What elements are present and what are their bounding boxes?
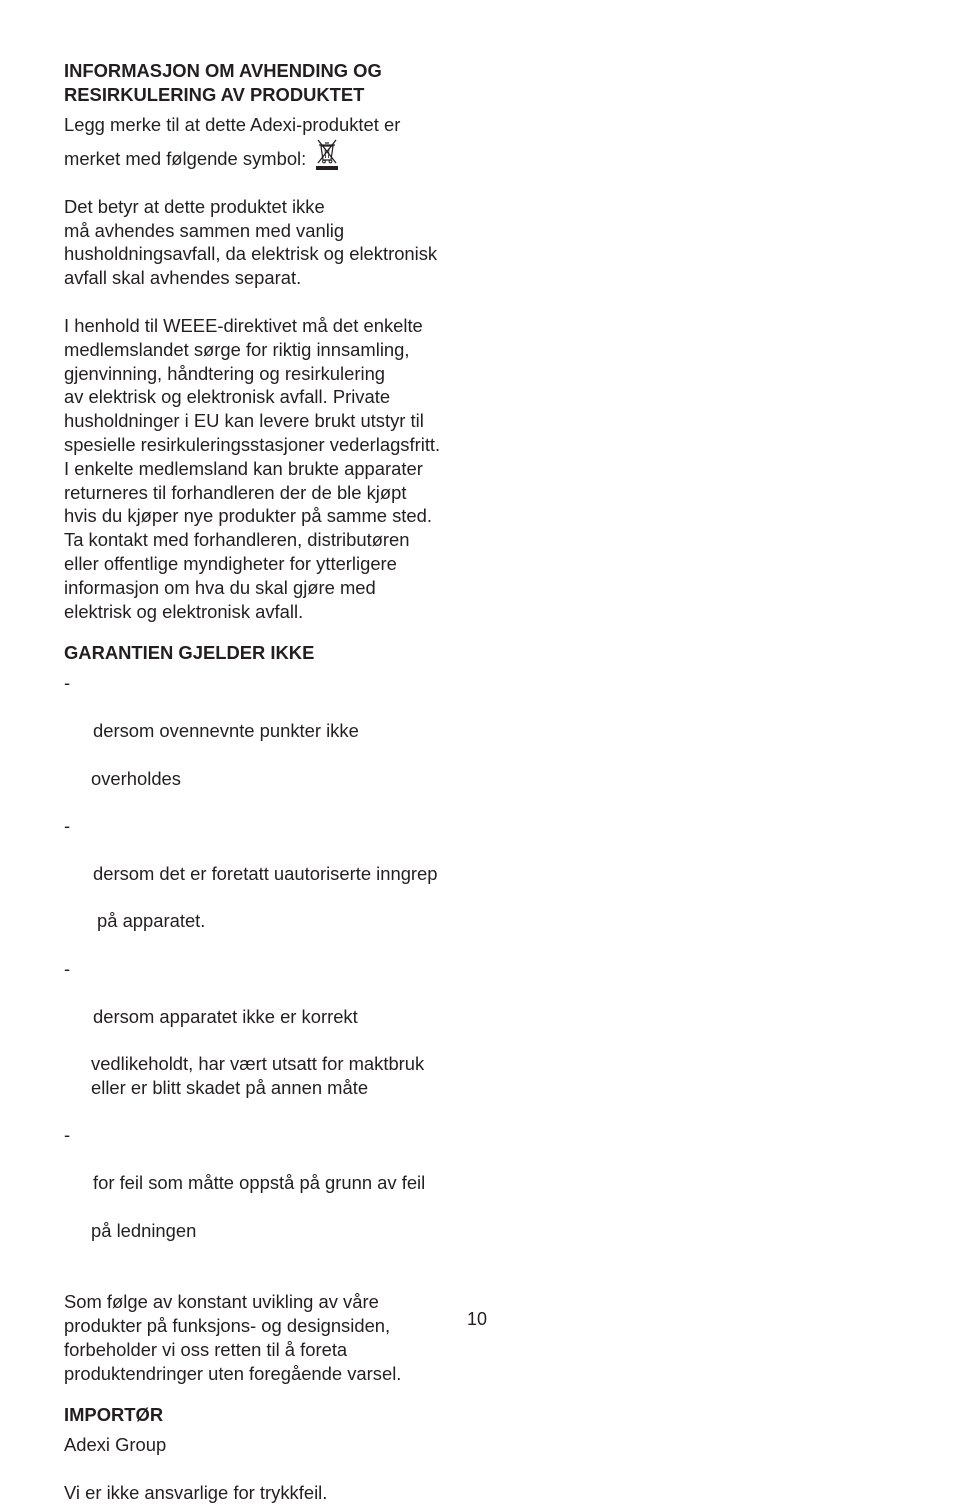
printing-errors-disclaimer: Vi er ikke ansvarlige for trykkfeil. bbox=[64, 1482, 328, 1504]
page-number: 10 bbox=[466, 1309, 488, 1329]
disposal-heading: INFORMASJON OM AVHENDING OG RESIRKULERING AV PRODUKTET bbox=[64, 60, 382, 105]
disposal-explanation: Det betyr at dette produktet ikke må avhendes sammen med vanlig husholdningsavfall, da elektrisk og elektronisk avfall skal avhendes separat. bbox=[64, 195, 438, 289]
disposal-intro-line2-row bbox=[64, 137, 474, 171]
bullet-text-continued: på apparatet. bbox=[97, 910, 206, 932]
list-item bbox=[64, 814, 474, 957]
list-item bbox=[64, 1123, 474, 1266]
importer-company: Adexi Group bbox=[64, 1434, 167, 1456]
importer-heading: IMPORTØR bbox=[64, 1404, 164, 1426]
list-item bbox=[64, 671, 474, 814]
bullet-text: dersom ovennevnte punkter ikke bbox=[93, 719, 359, 741]
warranty-exclusions-heading: GARANTIEN GJELDER IKKE bbox=[64, 642, 315, 664]
bullet-text: dersom apparatet ikke er korrekt bbox=[93, 1005, 358, 1027]
bullet-text: for feil som måtte oppstå på grunn av feil bbox=[93, 1172, 426, 1194]
disposal-intro-line1: Legg merke til at dette Adexi-produktet er bbox=[64, 114, 401, 135]
bullet-dash: - bbox=[64, 1124, 71, 1146]
bullet-dash: - bbox=[64, 957, 71, 979]
warranty-exclusions-list bbox=[64, 671, 474, 1266]
list-item bbox=[64, 957, 474, 1124]
bullet-dash: - bbox=[64, 672, 71, 694]
bullet-text-continued: vedlikeholdt, har vært utsatt for maktbruk eller er blitt skadet på annen måte bbox=[91, 1053, 425, 1098]
document-body bbox=[64, 59, 474, 1505]
bullet-dash: - bbox=[64, 815, 71, 837]
crossed-out-wheelie-bin-icon bbox=[314, 137, 340, 171]
bullet-text-continued: på ledningen bbox=[91, 1219, 197, 1241]
bullet-text-continued: overholdes bbox=[91, 767, 181, 789]
product-changes-notice: Som følge av konstant uvikling av våre produkter på funksjons- og designsiden, forbeholder vi oss retten til å foreta produktendringer uten foregående varsel. bbox=[64, 1291, 402, 1384]
disposal-intro-line2: merket med følgende symbol: bbox=[64, 147, 307, 169]
weee-directive-text: I henhold til WEEE-direktivet må det enkelte medlemslandet sørge for riktig innsamling, gjenvinning, håndtering og resirkulering av elektrisk og elektronisk avfall. Private husholdninger i EU kan levere brukt utstyr til spesielle resirkuleringsstasjoner vederlagsfritt. I enkelte medlemsland kan brukte apparater returneres til forhandleren der de ble kjøpt hvis du kjøper nye produkter på samme sted. Ta kontakt med forhandleren, distributøren eller offentlige myndigheter for ytterligere informasjon om hva du skal gjøre med elektrisk og elektronisk avfall. bbox=[64, 314, 441, 622]
bullet-text: dersom det er foretatt uautoriserte inngrep bbox=[93, 862, 438, 884]
